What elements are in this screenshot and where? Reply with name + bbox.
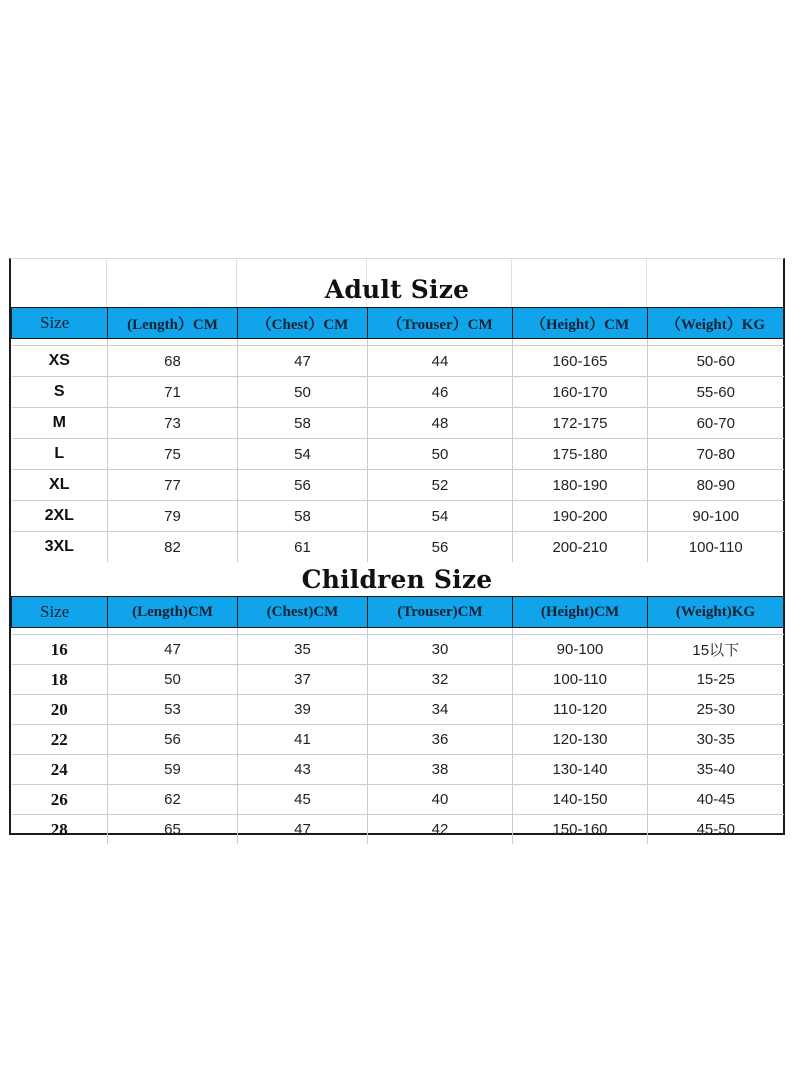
length-cell: 82 (108, 532, 238, 563)
adult-size-title: Adult Size (324, 275, 470, 304)
table-header-row (12, 308, 784, 339)
trouser-cell: 32 (368, 665, 513, 695)
size-chart-sheet (9, 258, 785, 839)
children-size-title: Children Size (301, 565, 493, 594)
trouser-cell: 44 (368, 346, 513, 377)
weight-cell: 15-25 (648, 665, 784, 695)
trouser-cell: 52 (368, 470, 513, 501)
weight-cell: 90-100 (648, 501, 784, 532)
height-cell: 190-200 (513, 501, 648, 532)
trouser-cell: 42 (368, 815, 513, 845)
length-cell: 47 (108, 635, 238, 665)
weight-cell: 40-45 (648, 785, 784, 815)
table-row (12, 439, 784, 470)
weight-cell: 35-40 (648, 755, 784, 785)
chest-cell: 54 (238, 439, 368, 470)
size-cell: S (12, 377, 108, 408)
header-size: Size (12, 308, 108, 339)
length-cell: 56 (108, 725, 238, 755)
chest-cell: 61 (238, 532, 368, 563)
size-cell: 18 (12, 665, 108, 695)
weight-cell: 45-50 (696, 821, 735, 838)
header-chest: （Chest）CM (238, 308, 368, 339)
header-trouser: （Trouser）CM (368, 308, 513, 339)
weight-cell: 55-60 (648, 377, 784, 408)
header-weight: (Weight)KG (648, 597, 784, 628)
table-header-row (12, 597, 784, 628)
trouser-cell: 30 (368, 635, 513, 665)
trouser-cell: 56 (368, 532, 513, 563)
header-size: Size (12, 597, 108, 628)
table-row (12, 470, 784, 501)
height-cell: 100-110 (513, 665, 648, 695)
size-cell: 2XL (12, 501, 108, 532)
table-row (12, 346, 784, 377)
children-size-table (11, 596, 784, 844)
weight-cell: 50-60 (648, 346, 784, 377)
table-row (12, 408, 784, 439)
length-cell: 62 (108, 785, 238, 815)
height-cell: 110-120 (513, 695, 648, 725)
table-row (12, 695, 784, 725)
trouser-cell: 50 (368, 439, 513, 470)
weight-cell: 25-30 (648, 695, 784, 725)
chest-cell: 37 (238, 665, 368, 695)
spacer-row (12, 339, 784, 346)
height-cell: 90-100 (513, 635, 648, 665)
size-cell: M (12, 408, 108, 439)
weight-cell: 100-110 (688, 538, 743, 556)
chest-cell: 43 (238, 755, 368, 785)
chest-cell: 50 (238, 377, 368, 408)
weight-cell: 15以下 (648, 635, 784, 665)
length-cell: 75 (108, 439, 238, 470)
size-cell: 16 (12, 635, 108, 665)
size-cell: L (12, 439, 108, 470)
length-cell: 50 (108, 665, 238, 695)
trouser-cell: 48 (368, 408, 513, 439)
length-cell: 59 (108, 755, 238, 785)
length-cell: 73 (108, 408, 238, 439)
header-weight: （Weight）KG (648, 308, 784, 339)
height-cell: 200-210 (513, 532, 648, 563)
height-cell: 130-140 (513, 755, 648, 785)
height-cell: 150-160 (513, 815, 648, 845)
weight-cell: 30-35 (648, 725, 784, 755)
chest-cell: 35 (238, 635, 368, 665)
weight-cell: 70-80 (648, 439, 784, 470)
header-length: (Length）CM (108, 308, 238, 339)
size-cell: 28 (12, 815, 108, 845)
chest-cell: 47 (238, 346, 368, 377)
length-cell: 68 (108, 346, 238, 377)
table-row (12, 755, 784, 785)
table-row (12, 501, 784, 532)
height-cell: 175-180 (513, 439, 648, 470)
table-row (12, 635, 784, 665)
header-chest: (Chest)CM (238, 597, 368, 628)
adult-size-table (11, 307, 784, 562)
chest-cell: 39 (238, 695, 368, 725)
height-cell: 160-165 (513, 346, 648, 377)
table-row (12, 815, 784, 845)
trouser-cell: 34 (368, 695, 513, 725)
trouser-cell: 36 (368, 725, 513, 755)
header-height: (Height)CM (513, 597, 648, 628)
size-cell: 22 (12, 725, 108, 755)
chest-cell: 56 (238, 470, 368, 501)
table-row (12, 377, 784, 408)
trouser-cell: 54 (368, 501, 513, 532)
table-row (12, 785, 784, 815)
height-cell: 160-170 (513, 377, 648, 408)
trouser-cell: 38 (368, 755, 513, 785)
length-cell: 65 (108, 815, 238, 845)
height-cell: 172-175 (513, 408, 648, 439)
length-cell: 77 (108, 470, 238, 501)
spacer-row (12, 628, 784, 635)
height-cell: 140-150 (513, 785, 648, 815)
trouser-cell: 40 (368, 785, 513, 815)
chest-cell: 45 (238, 785, 368, 815)
table-row (12, 725, 784, 755)
header-length: (Length)CM (108, 597, 238, 628)
size-cell: 24 (12, 755, 108, 785)
chest-cell: 58 (238, 501, 368, 532)
table-row (12, 532, 784, 563)
header-trouser: (Trouser)CM (368, 597, 513, 628)
height-cell: 120-130 (513, 725, 648, 755)
length-cell: 71 (108, 377, 238, 408)
height-cell: 180-190 (513, 470, 648, 501)
size-cell: XS (12, 346, 108, 377)
size-cell: XL (12, 470, 108, 501)
table-row (12, 665, 784, 695)
size-cell: 3XL (12, 532, 108, 563)
chest-cell: 41 (238, 725, 368, 755)
chest-cell: 47 (238, 815, 368, 845)
length-cell: 79 (108, 501, 238, 532)
weight-cell: 60-70 (648, 408, 784, 439)
trouser-cell: 46 (368, 377, 513, 408)
weight-cell: 80-90 (648, 470, 784, 501)
length-cell: 53 (108, 695, 238, 725)
size-cell: 20 (12, 695, 108, 725)
header-height: （Height）CM (513, 308, 648, 339)
size-cell: 26 (12, 785, 108, 815)
chest-cell: 58 (238, 408, 368, 439)
